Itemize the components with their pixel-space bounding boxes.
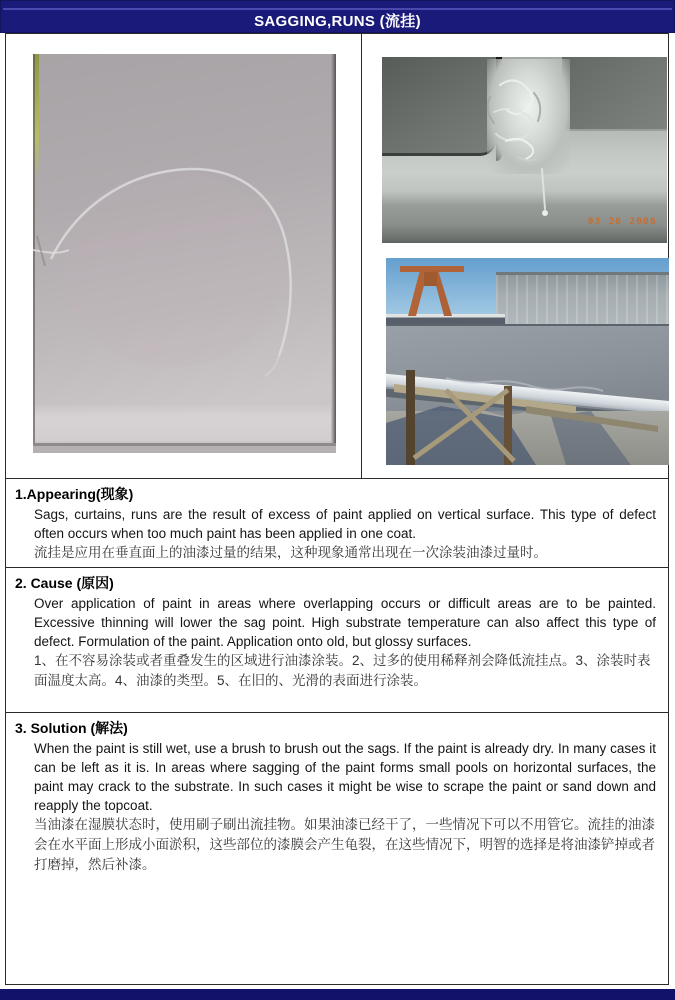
bottom-bar [0, 989, 675, 1000]
sag-outline-art [33, 54, 336, 453]
photo-row [6, 34, 668, 479]
camera-timestamp: 03 26 2006 [587, 217, 657, 227]
section-appearing-heading: 1.Appearing(现象) [15, 486, 134, 502]
section-solution [6, 713, 668, 984]
section-cause-text-en: Over application of paint in areas where overlapping occurs or difficult areas are to be painted. Excessive thinning will lower the sag point. High substrate temperature can also affect this type of defect. Formulation of the paint. Application onto old, but glossy surfaces. [34, 596, 656, 649]
section-solution-heading: 3. Solution (解法) [15, 720, 128, 736]
panel-run-photo [382, 57, 667, 243]
photo-cell-left [6, 34, 362, 478]
sag-closeup-photo [33, 54, 336, 453]
section-appearing-text-zh: 流挂是应用在垂直面上的油漆过量的结果，这种现象通常出现在一次涂装油漆过量时。 [34, 545, 547, 560]
shipyard-detail-art [386, 258, 669, 465]
shipyard-photo [386, 258, 669, 465]
title-bar [0, 0, 675, 33]
page-title: SAGGING,RUNS (流挂) [254, 12, 421, 30]
content-table [5, 33, 669, 985]
section-cause-heading: 2. Cause (原因) [15, 575, 114, 591]
title-accent-line [3, 8, 672, 10]
section-appearing [6, 479, 668, 568]
photo-cell-right [362, 34, 668, 478]
section-solution-text-zh: 当油漆在湿膜状态时，使用刷子刷出流挂物。如果油漆已经干了，一些情况下可以不用管它。流挂的油漆会在水平面上形成小面淤积，这些部位的漆膜会产生龟裂，在这些情况下，明智的选择是将油漆铲掉或者打磨掉，然后补漆。 [34, 817, 655, 872]
section-cause [6, 568, 668, 713]
run-wrinkle-art [382, 57, 667, 243]
section-solution-text-en: When the paint is still wet, use a brush to brush out the sags. If the paint is already dry. In many cases it can be left as it is. In areas where sagging of the paint forms small pools on horizontal surfaces, the paint may crack to the substrate. In such cases it might be wise to scrape the paint or sand down and reapply the topcoat. [34, 741, 656, 813]
section-cause-text-zh: 1、在不容易涂装或者重叠发生的区域进行油漆涂装。2、过多的使用稀释剂会降低流挂点。3、涂装时表面温度太高。4、油漆的类型。5、在旧的、光滑的表面进行涂装。 [34, 653, 651, 688]
section-appearing-text-en: Sags, curtains, runs are the result of excess of paint applied on vertical surface. This type of defect often occurs when too much paint has been applied in one coat. [34, 507, 656, 541]
